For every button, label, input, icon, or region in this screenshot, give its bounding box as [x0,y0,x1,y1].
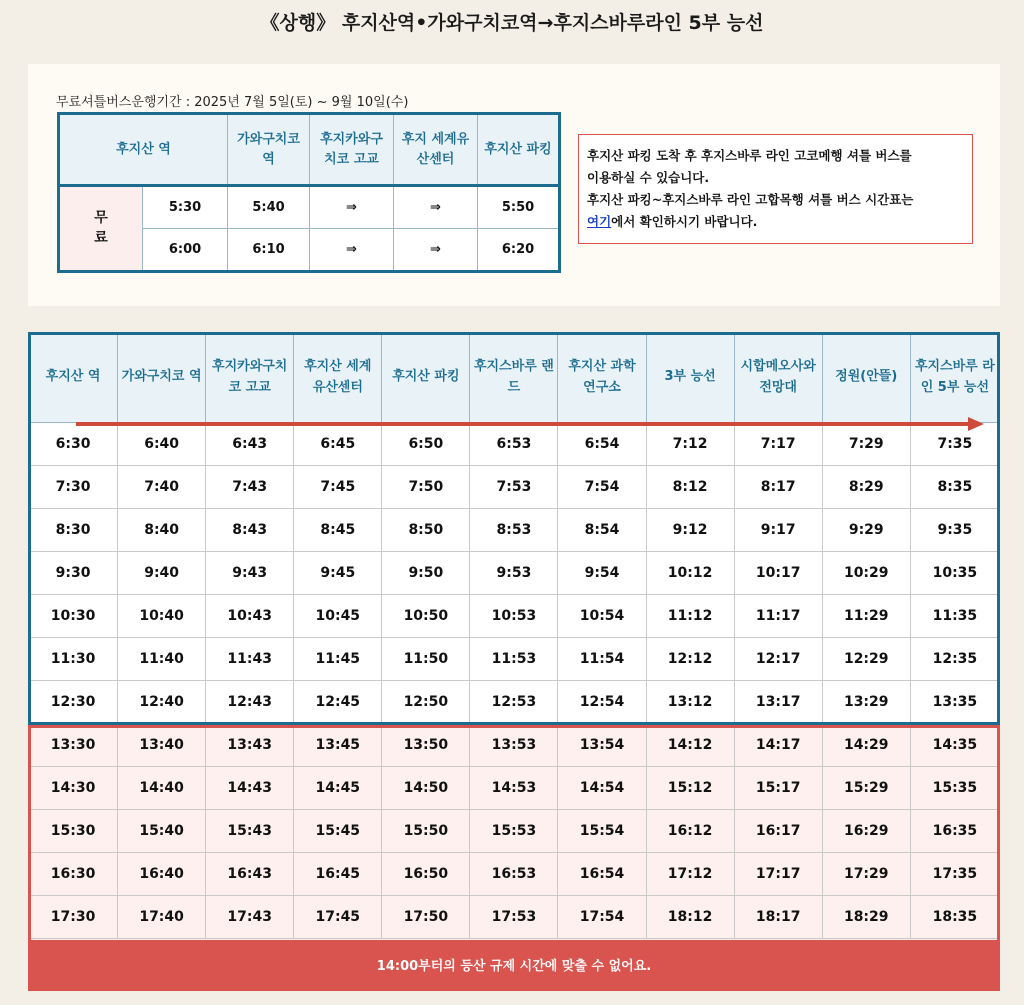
note-line: 이용하실 수 있습니다. [587,169,710,185]
timetable-cell: 15:50 [382,810,470,853]
schedule-link[interactable]: 여기 [587,213,612,229]
operation-period: 무료셔틀버스운행기간 : 2025년 7월 5일(토) ~ 9월 10일(수) [56,95,409,110]
timetable-row [29,896,1000,939]
timetable-col-header: 가와구치코 역 [118,333,206,423]
timetable-cell: 15:40 [118,810,206,853]
timetable-cell: 14:12 [646,724,734,767]
timetable-col-header: 후지스바루 랜드 [470,333,558,423]
note-box [578,134,973,244]
timetable-cell: 12:12 [646,638,734,681]
free-cell: 5:40 [228,186,310,229]
timetable-cell: 8:30 [29,509,118,552]
timetable-row [29,552,1000,595]
timetable-cell: 16:29 [822,810,910,853]
timetable-cell: 10:43 [206,595,294,638]
timetable-col-header: 후지산 세계 유산센터 [294,333,382,423]
free-cell: ⇒ [394,229,478,272]
timetable-col-header: 후지산 과학 연구소 [558,333,646,423]
timetable-cell: 14:45 [294,767,382,810]
timetable-cell: 11:43 [206,638,294,681]
timetable-cell: 17:43 [206,896,294,939]
timetable-row [29,810,1000,853]
timetable-cell: 15:45 [294,810,382,853]
timetable-cell: 10:54 [558,595,646,638]
timetable-cell: 9:53 [470,552,558,595]
timetable-cell: 11:30 [29,638,118,681]
timetable-cell: 12:30 [29,681,118,724]
free-table-header [59,114,560,186]
timetable-cell: 10:40 [118,595,206,638]
timetable-cell: 10:53 [470,595,558,638]
timetable-cell: 9:17 [734,509,822,552]
free-cell: 5:30 [143,186,228,229]
free-cell: 6:20 [478,229,560,272]
timetable-cell: 10:17 [734,552,822,595]
timetable-cell: 8:50 [382,509,470,552]
timetable-cell: 17:30 [29,896,118,939]
timetable-cell: 16:40 [118,853,206,896]
timetable-cell: 13:40 [118,724,206,767]
timetable-cell: 12:43 [206,681,294,724]
timetable-cell: 15:12 [646,767,734,810]
timetable-cell: 15:43 [206,810,294,853]
timetable-cell: 18:35 [910,896,999,939]
timetable-cell: 17:50 [382,896,470,939]
timetable-cell: 12:29 [822,638,910,681]
timetable-cell: 13:54 [558,724,646,767]
free-cell: 6:00 [143,229,228,272]
timetable-cell: 10:30 [29,595,118,638]
timetable-header-row [29,333,1000,423]
timetable-row [29,724,1000,767]
timetable-cell: 11:17 [734,595,822,638]
timetable-cell: 13:17 [734,681,822,724]
timetable-cell: 7:35 [910,423,999,466]
timetable-cell: 14:54 [558,767,646,810]
timetable-cell: 8:45 [294,509,382,552]
free-cell: ⇒ [394,186,478,229]
timetable-cell: 6:50 [382,423,470,466]
timetable-cell: 11:54 [558,638,646,681]
timetable-cell: 17:35 [910,853,999,896]
timetable-row [29,853,1000,896]
timetable-cell: 13:29 [822,681,910,724]
timetable-cell: 14:17 [734,724,822,767]
timetable-cell: 7:40 [118,466,206,509]
timetable-cell: 13:45 [294,724,382,767]
free-cell: 5:50 [478,186,560,229]
timetable-cell: 15:30 [29,810,118,853]
timetable-cell: 18:29 [822,896,910,939]
timetable-cell: 7:30 [29,466,118,509]
free-table-row [59,186,560,229]
timetable-cell: 10:12 [646,552,734,595]
timetable-cell: 8:29 [822,466,910,509]
timetable-row [29,423,1000,466]
free-label: 무료 [59,186,143,272]
timetable-cell: 16:43 [206,853,294,896]
timetable-cell: 16:53 [470,853,558,896]
timetable-cell: 11:50 [382,638,470,681]
timetable-cell: 10:50 [382,595,470,638]
timetable-cell: 6:53 [470,423,558,466]
timetable-cell: 15:35 [910,767,999,810]
timetable-cell: 12:17 [734,638,822,681]
timetable-cell: 15:29 [822,767,910,810]
timetable-cell: 13:30 [29,724,118,767]
timetable-cell: 11:29 [822,595,910,638]
timetable-cell: 9:45 [294,552,382,595]
free-cell: ⇒ [310,186,394,229]
free-cell: 6:10 [228,229,310,272]
timetable-cell: 12:40 [118,681,206,724]
timetable-cell: 15:53 [470,810,558,853]
note-line [587,211,964,233]
timetable-cell: 14:50 [382,767,470,810]
timetable-col-header: 시합메오사와 전망대 [734,333,822,423]
timetable-cell: 9:30 [29,552,118,595]
timetable-cell: 9:12 [646,509,734,552]
timetable-row [29,681,1000,724]
free-shuttle-table [57,112,561,273]
timetable-cell: 6:40 [118,423,206,466]
timetable-cell: 7:29 [822,423,910,466]
main-timetable [28,332,1000,939]
timetable-cell: 14:29 [822,724,910,767]
timetable-cell: 9:43 [206,552,294,595]
timetable-cell: 9:50 [382,552,470,595]
timetable-cell: 17:12 [646,853,734,896]
timetable-cell: 12:53 [470,681,558,724]
timetable-cell: 14:30 [29,767,118,810]
timetable-row [29,509,1000,552]
timetable-col-header: 정원(안뜰) [822,333,910,423]
timetable-cell: 8:53 [470,509,558,552]
timetable-cell: 17:45 [294,896,382,939]
timetable-cell: 8:43 [206,509,294,552]
timetable-cell: 9:29 [822,509,910,552]
timetable-cell: 16:54 [558,853,646,896]
timetable-cell: 12:50 [382,681,470,724]
timetable-cell: 14:35 [910,724,999,767]
timetable-row [29,466,1000,509]
timetable-cell: 9:54 [558,552,646,595]
timetable-cell: 7:53 [470,466,558,509]
note-line-tail: 에서 확인하시기 바랍니다. [611,213,758,229]
timetable-cell: 8:54 [558,509,646,552]
timetable-cell: 11:12 [646,595,734,638]
timetable-cell: 14:43 [206,767,294,810]
timetable-cell: 13:43 [206,724,294,767]
timetable-cell: 16:45 [294,853,382,896]
timetable-cell: 6:43 [206,423,294,466]
timetable-cell: 17:29 [822,853,910,896]
free-col-header: 후지카와구치코 고교 [310,114,394,186]
timetable-cell: 16:12 [646,810,734,853]
timetable-cell: 17:40 [118,896,206,939]
free-col-header: 후지산 파킹 [478,114,560,186]
timetable-cell: 15:17 [734,767,822,810]
timetable-cell: 9:40 [118,552,206,595]
timetable-cell: 7:43 [206,466,294,509]
free-col-header: 후지 세계유산센터 [394,114,478,186]
note-line: 후지산 파킹~후지스바루 라인 고합목행 셔틀 버스 시간표는 [587,191,914,207]
timetable-col-header: 후지스바루 라인 5부 능선 [910,333,999,423]
timetable-cell: 13:50 [382,724,470,767]
timetable-cell: 17:54 [558,896,646,939]
timetable-cell: 12:54 [558,681,646,724]
free-cell: ⇒ [310,229,394,272]
timetable-cell: 17:53 [470,896,558,939]
timetable-cell: 13:12 [646,681,734,724]
timetable-cell: 10:35 [910,552,999,595]
timetable-cell: 18:12 [646,896,734,939]
timetable-cell: 8:12 [646,466,734,509]
timetable-cell: 18:17 [734,896,822,939]
timetable-cell: 7:54 [558,466,646,509]
timetable-cell: 16:50 [382,853,470,896]
timetable-cell: 13:53 [470,724,558,767]
note-line: 후지산 파킹 도착 후 후지스바루 라인 고코메행 셔틀 버스를 [587,148,912,163]
timetable-col-header: 후지카와구치코 고교 [206,333,294,423]
info-box [28,64,1000,306]
timetable-cell: 11:35 [910,595,999,638]
timetable-col-header: 3부 능선 [646,333,734,423]
timetable-cell: 7:17 [734,423,822,466]
timetable-cell: 14:53 [470,767,558,810]
timetable-cell: 16:30 [29,853,118,896]
timetable-cell: 7:45 [294,466,382,509]
timetable-cell: 13:35 [910,681,999,724]
timetable-col-header: 후지산 역 [29,333,118,423]
timetable-cell: 6:54 [558,423,646,466]
timetable-cell: 17:17 [734,853,822,896]
timetable-cell: 8:35 [910,466,999,509]
timetable-cell: 6:30 [29,423,118,466]
timetable-cell: 11:45 [294,638,382,681]
timetable-cell: 12:45 [294,681,382,724]
timetable-cell: 8:17 [734,466,822,509]
timetable-cell: 7:50 [382,466,470,509]
timetable-row [29,595,1000,638]
timetable-cell: 15:54 [558,810,646,853]
timetable-col-header: 후지산 파킹 [382,333,470,423]
footer-warning: 14:00부터의 등산 규제 시간에 맞출 수 없어요. [28,943,1000,991]
page-title: 《상행》 후지산역•가와구치코역→후지스바루라인 5부 능선 [260,12,764,34]
timetable-table [28,332,1000,939]
timetable-row [29,638,1000,681]
timetable-row [29,767,1000,810]
timetable-cell: 10:29 [822,552,910,595]
timetable-cell: 6:45 [294,423,382,466]
timetable-cell: 7:12 [646,423,734,466]
timetable-cell: 9:35 [910,509,999,552]
timetable-cell: 16:17 [734,810,822,853]
timetable-cell: 14:40 [118,767,206,810]
timetable-cell: 11:53 [470,638,558,681]
timetable-cell: 16:35 [910,810,999,853]
free-col-header: 가와구치코 역 [228,114,310,186]
timetable-cell: 8:40 [118,509,206,552]
free-col-header: 후지산 역 [59,114,228,186]
timetable-cell: 11:40 [118,638,206,681]
timetable-cell: 12:35 [910,638,999,681]
timetable-cell: 10:45 [294,595,382,638]
